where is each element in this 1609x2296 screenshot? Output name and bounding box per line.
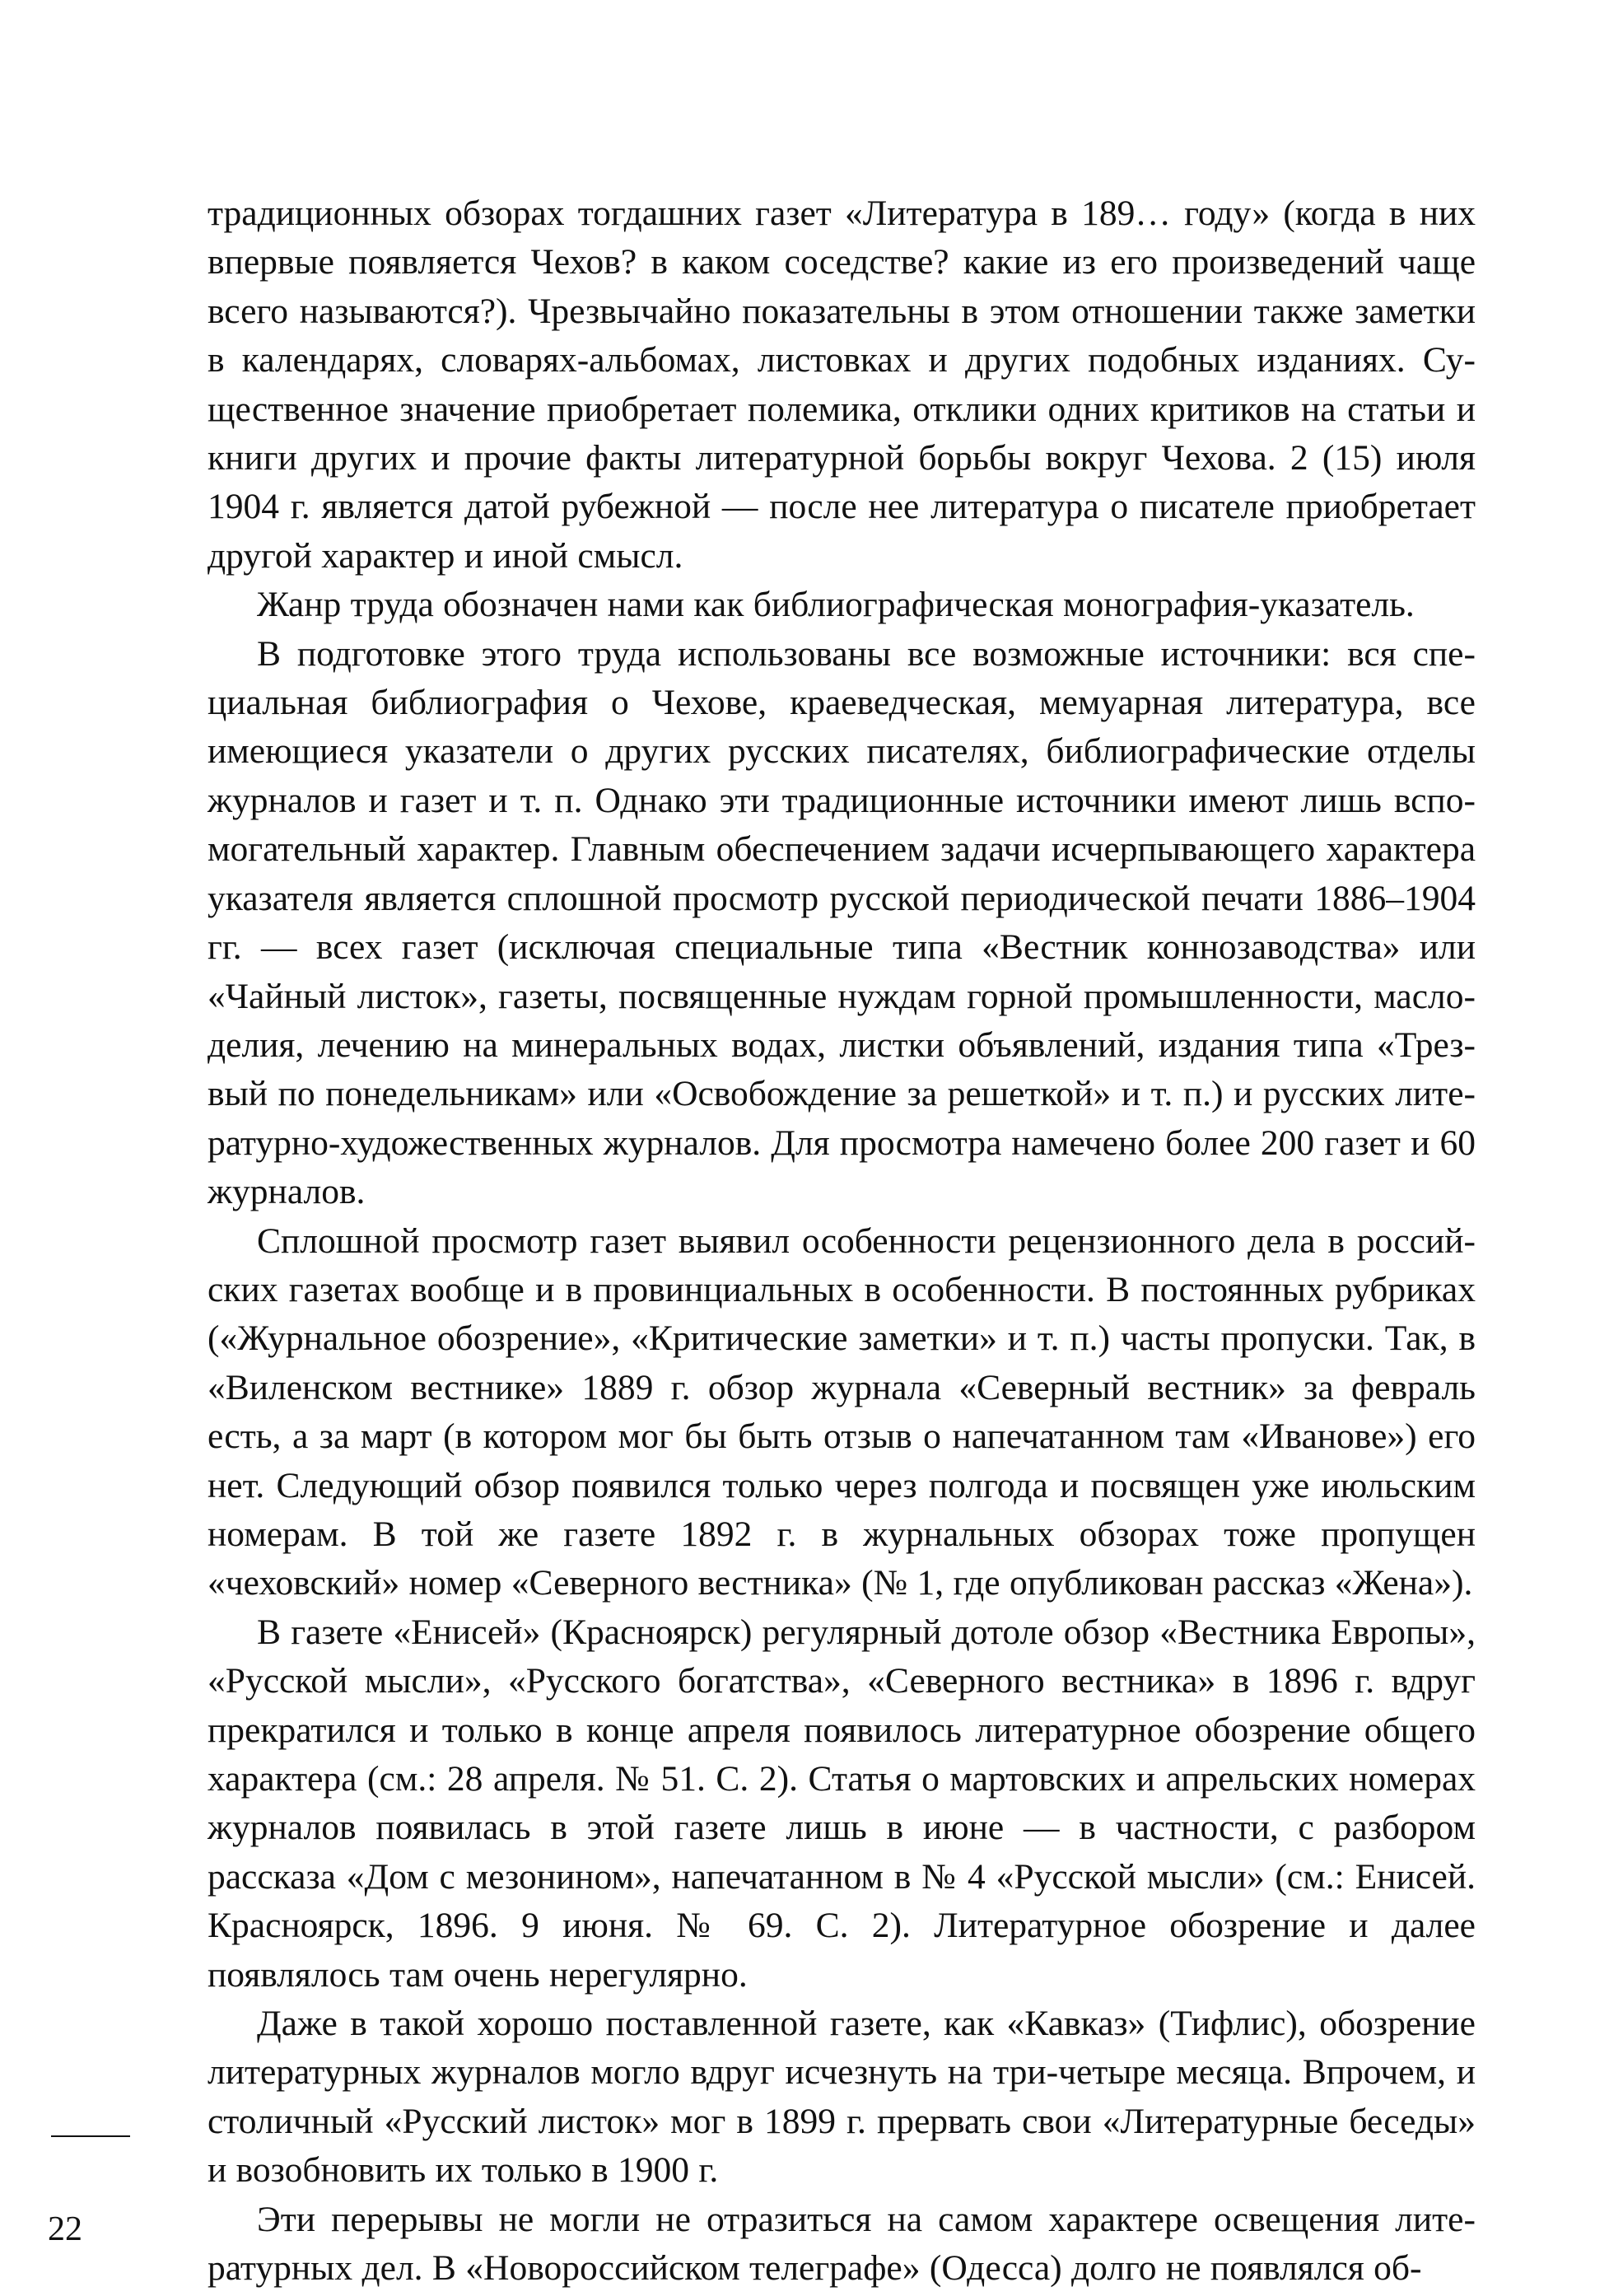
paragraph-1: традиционных обзорах тогдашних газет «Литература в 189… году» (когда в них впервые появляется Чехов? в каком соседстве? какие из его произведений чаще всего называются?). Чрезвычайно показательны в этом отношении также заметки в календарях, словарях-альбомах, листовках и других подобных изданиях. Существенное значение приобретает полемика, отклики одних критиков на статьи и книги других и прочие факты литературной борьбы вокруг Чехова. 2 (15) июля 1904 г. является датой рубежной — после нее литература о писателе приобретает другой характер и иной смысл. — [208, 194, 1476, 576]
paragraph-5: В газете «Енисей» (Красноярск) регулярный дотоле обзор «Вестника Европы», «Русской мысли», «Русского богатства», «Северного вестника» в 1896 г. вдруг прекратился и только в конце апреля появилось литературное обозрение общего характера (см.: 28 апреля. № 51. С. 2). Статья о мартовских и апрельских номерах журналов появилась в этой газете лишь в июне — в частности, с разбором рассказа «Дом с мезонином», напечатанном в № 4 «Русской мысли» (см.: Енисей. Красноярск, 1896. 9 июня. № 69. С. 2). Литературное обозрение и далее появлялось там очень нерегулярно. — [208, 1612, 1476, 1995]
paragraph-6: Даже в такой хорошо поставленной газете, как «Кавказ» (Тифлис), обозрение литературных журналов могло вдруг исчезнуть на три-четыре месяца. Впрочем, и столичный «Русский листок» мог в 1899 г. прервать свои «Литературные беседы» и возобновить их только в 1900 г. — [208, 2004, 1476, 2191]
page-number: 22 — [48, 2210, 82, 2248]
footnote-divider — [51, 2135, 130, 2137]
paragraph-2: Жанр труда обозначен нами как библиографическая монография-указатель. — [257, 585, 1415, 625]
paragraph-4: Сплошной просмотр газет выявил особенности рецензионного дела в российских газетах вообще и в провинциальных в особенности. В постоянных рубриках («Журнальное обозрение», «Критические заметки» и т. п.) часты пропуски. Так, в «Виленском вестнике» 1889 г. обзор журнала «Северный вестник» за февраль есть, а за март (в котором мог бы быть отзыв о напечатанном там «Иванове») его нет. Следующий обзор появился только через полгода и посвящен уже июльским номерам. В той же газете 1892 г. в журнальных обзорах тоже пропущен «чеховский» номер «Северного вестника» (№ 1, где опубликован рассказ «Жена»). — [208, 1220, 1476, 1603]
body-text — [208, 189, 1476, 2293]
paragraph-3: В подготовке этого труда использованы все возможные источники: вся специальная библиография о Чехове, краеведческая, мемуарная литература, все имеющиеся указатели о других русских писателях, библиографические отделы журналов и газет и т. п. Однако эти традиционные источники имеют лишь вспомогательный характер. Главным обеспечением задачи исчерпывающего характера указателя является сплошной просмотр русской периодической печати 1886–1904 гг. — всех газет (исключая специальные типа «Вестник коннозаводства» или «Чайный листок», газеты, посвященные нуждам горной промышленности, маслоделия, лечению на минеральных водах, листки объявлений, издания типа «Трезвый по понедельникам» или «Освобождение за решеткой» и т. п.) и русских литературно-художественных журналов. Для просмотра намечено более 200 газет и 60 журналов. — [208, 633, 1476, 1212]
paragraph-7: Эти перерывы не могли не отразиться на самом характере освещения литературных дел. В «Новороссийском телеграфе» (Одесса) долго не появлялся об- — [208, 2199, 1476, 2289]
